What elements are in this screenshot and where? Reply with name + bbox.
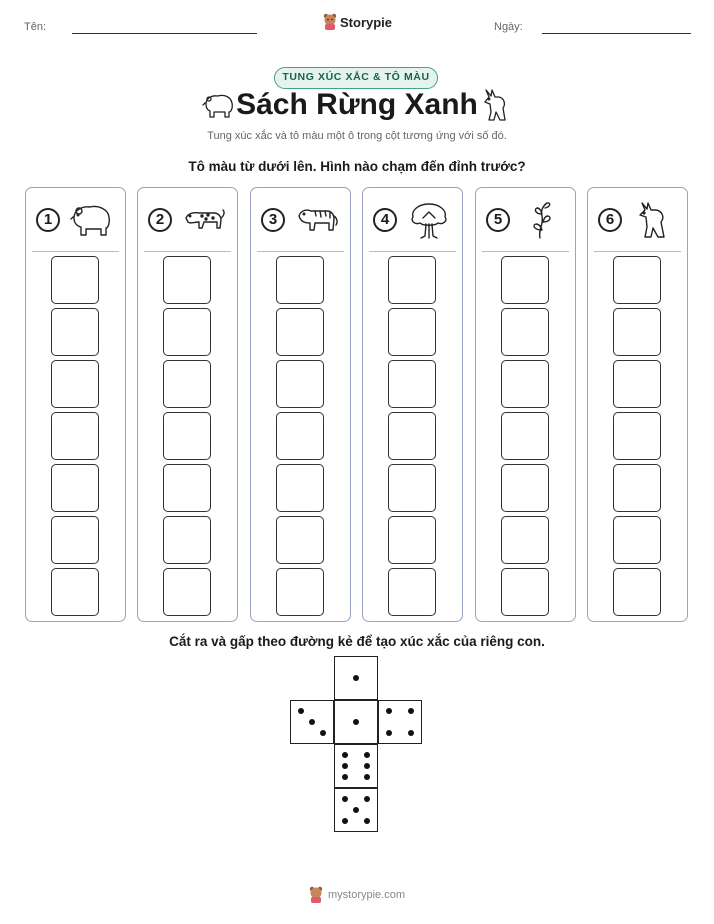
column-divider [32, 251, 119, 252]
footer-site[interactable]: mystorypie.com [328, 889, 406, 901]
date-line[interactable] [542, 33, 691, 34]
dice-pip [386, 708, 392, 714]
color-box[interactable] [51, 256, 99, 304]
column-divider [144, 251, 231, 252]
name-label: Tên: [24, 21, 47, 33]
column-6 [587, 187, 688, 622]
dice-pip [364, 818, 370, 824]
color-box[interactable] [388, 256, 436, 304]
dice-pip [320, 730, 326, 736]
color-box[interactable] [501, 360, 549, 408]
color-box[interactable] [51, 464, 99, 512]
color-box[interactable] [51, 516, 99, 564]
color-box[interactable] [501, 256, 549, 304]
color-box[interactable] [276, 464, 324, 512]
column-number: 1 [36, 208, 60, 232]
color-box[interactable] [163, 412, 211, 460]
color-box[interactable] [51, 308, 99, 356]
color-box[interactable] [501, 516, 549, 564]
color-box[interactable] [51, 568, 99, 616]
dice-instruction: Cắt ra và gấp theo đường kẻ để tạo xúc xắc của riêng con. [169, 634, 545, 649]
column-number: 4 [373, 208, 397, 232]
column-divider [594, 251, 681, 252]
color-box[interactable] [276, 360, 324, 408]
brand-name: Storypie [340, 14, 393, 30]
column-5 [475, 187, 576, 622]
dice-pip [353, 719, 359, 725]
column-number: 6 [598, 208, 622, 232]
page-title: Sách Rừng Xanh [236, 88, 478, 121]
tree-icon [407, 200, 451, 240]
column-number: 2 [148, 208, 172, 232]
color-box[interactable] [51, 412, 99, 460]
color-box[interactable] [163, 308, 211, 356]
color-box[interactable] [613, 256, 661, 304]
column-divider [369, 251, 456, 252]
color-box[interactable] [613, 308, 661, 356]
page-subtitle: Tung xúc xắc và tô màu một ô trong cột tương ứng với số đó. [207, 130, 507, 142]
dice-pip [309, 719, 315, 725]
color-box[interactable] [388, 308, 436, 356]
color-box[interactable] [163, 516, 211, 564]
dice-face [290, 700, 334, 744]
date-label: Ngày: [494, 21, 523, 33]
dice-face [334, 788, 378, 832]
category-badge: TUNG XÚC XẮC & TÔ MÀU [274, 67, 438, 89]
color-box[interactable] [613, 568, 661, 616]
dice-face [334, 656, 378, 700]
color-box[interactable] [501, 412, 549, 460]
color-box[interactable] [388, 412, 436, 460]
color-box[interactable] [388, 568, 436, 616]
dice-pip [364, 796, 370, 802]
color-box[interactable] [613, 464, 661, 512]
dice-pip [342, 796, 348, 802]
color-box[interactable] [388, 464, 436, 512]
color-box[interactable] [388, 516, 436, 564]
color-box[interactable] [613, 360, 661, 408]
dice-face [334, 744, 378, 788]
dice-pip [364, 763, 370, 769]
coloring-instruction: Tô màu từ dưới lên. Hình nào chạm đến đỉnh trước? [188, 159, 526, 174]
leopard-icon [182, 200, 226, 240]
color-box[interactable] [501, 308, 549, 356]
column-divider [257, 251, 344, 252]
storypie-mascot-icon [323, 13, 337, 31]
column-number: 5 [486, 208, 510, 232]
wolf-icon [480, 88, 510, 122]
color-box[interactable] [501, 464, 549, 512]
color-box[interactable] [501, 568, 549, 616]
dice-pip [342, 763, 348, 769]
dice-pip [386, 730, 392, 736]
color-box[interactable] [163, 256, 211, 304]
column-number: 3 [261, 208, 285, 232]
column-divider [482, 251, 569, 252]
bear-icon [70, 200, 114, 240]
vine-icon [520, 200, 564, 240]
dice-face [334, 700, 378, 744]
dice-face [378, 700, 422, 744]
column-4 [362, 187, 463, 622]
footer [309, 886, 405, 904]
tiger-icon [295, 200, 339, 240]
storypie-mascot-icon [309, 886, 323, 904]
color-box[interactable] [613, 412, 661, 460]
column-1 [25, 187, 126, 622]
color-box[interactable] [276, 568, 324, 616]
dice-pip [353, 807, 359, 813]
wolf-icon [632, 200, 676, 240]
dice-pip [408, 708, 414, 714]
color-box[interactable] [51, 360, 99, 408]
color-box[interactable] [163, 360, 211, 408]
dice-pip [342, 752, 348, 758]
color-box[interactable] [163, 568, 211, 616]
dice-pip [342, 818, 348, 824]
dice-pip [364, 752, 370, 758]
storypie-logo [323, 13, 392, 31]
color-box[interactable] [276, 516, 324, 564]
color-box[interactable] [276, 308, 324, 356]
color-box[interactable] [276, 412, 324, 460]
color-box[interactable] [163, 464, 211, 512]
dice-pip [298, 708, 304, 714]
name-line[interactable] [72, 33, 257, 34]
dice-pip [353, 675, 359, 681]
color-box[interactable] [388, 360, 436, 408]
column-2 [137, 187, 238, 622]
column-3 [250, 187, 351, 622]
color-box[interactable] [613, 516, 661, 564]
dice-pip [408, 730, 414, 736]
color-box[interactable] [276, 256, 324, 304]
dice-pip [364, 774, 370, 780]
dice-pip [342, 774, 348, 780]
